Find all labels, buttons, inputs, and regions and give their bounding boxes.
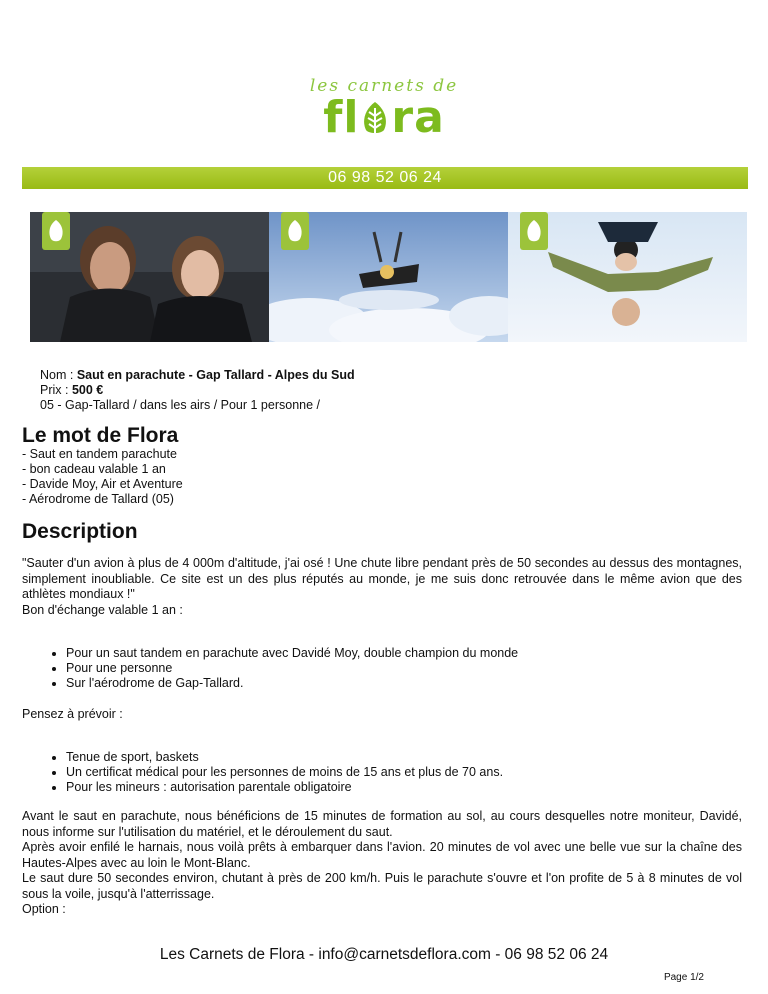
product-info [40,368,355,413]
leaf-tag-icon [520,212,548,250]
photo-freefall [508,212,747,342]
paragraph: Après avoir enfilé le harnais, nous voilà prêts à embarquer dans l'avion. 20 minutes de vol avec une belle vue sur la chaîne des Hautes-Alpes avec au loin le Mont-Blanc. [22,840,742,870]
description-heading: Description [22,520,138,543]
leaf-icon [360,100,390,144]
list-item: • Un certificat médical pour les personnes de moins de 15 ans et plus de 70 ans. [66,765,503,780]
product-name-line: Nom : Saut en parachute - Gap Tallard - Alpes du Sud [40,368,355,382]
mot-heading: Le mot de Flora [22,424,179,447]
bon-echange: Bon d'échange valable 1 an : [22,603,183,617]
prevoir-label: Pensez à prévoir : [22,707,123,721]
product-price: 500 € [71,383,104,397]
product-name: Saut en parachute - Gap Tallard - Alpes du Sud [76,368,355,382]
logo-tagline: les carnets de [309,76,459,96]
leaf-tag-icon [42,212,70,250]
paragraph: Option : [22,902,66,916]
list-item: • Pour un saut tandem en parachute avec Davidé Moy, double champion du monde [66,646,518,661]
list-item: • Pour les mineurs : autorisation parentale obligatoire [66,780,503,795]
list-item: - Aérodrome de Tallard (05) [22,492,174,506]
paragraph: Avant le saut en parachute, nous bénéficions de 15 minutes de formation au sol, au cours desquelles notre moniteur, Davidé, nous informe sur l'utilisation du matériel, et le déroulement du saut. [22,809,742,839]
list-item: • Sur l'aérodrome de Gap-Tallard. [66,676,518,691]
description-quote: "Sauter d'un avion à plus de 4 000m d'altitude, j'ai osé ! Une chute libre pendant près de 50 secondes au dessus des montagnes, simplement inoubliable. Ce site est un des plus réputés au monde, je me suis donc retrouvée dans le même avion que des athlètes mondiaux !" [22,556,742,601]
photo-people [30,212,269,342]
description-body [22,809,742,918]
logo [0,76,768,144]
phone-banner: 06 98 52 06 24 [22,167,748,189]
logo-text-right: ra [391,92,445,143]
page-number: Page 1/2 [663,972,704,983]
product-price-line: Prix : 500 € [40,383,104,397]
paragraph: Le saut dure 50 secondes environ, chutant à près de 200 km/h. Puis le parachute s'ouvre et l'on profite de 5 à 8 minutes de vol sous la voile, jusqu'à l'atterrissage. [22,871,742,901]
photo-tandem-jump [269,212,508,342]
bullet-list-prevoir [22,750,503,795]
footer: Les Carnets de Flora - info@carnetsdeflora.com - 06 98 52 06 24 [159,946,609,963]
list-item: - bon cadeau valable 1 an [22,462,166,476]
product-categories: 05 - Gap-Tallard / dans les airs / Pour 1 personne / [40,398,321,412]
logo-wordmark [0,92,768,144]
leaf-tag-icon [281,212,309,250]
list-item: • Pour une personne [66,661,518,676]
mot-list [22,447,183,507]
logo-text-left: fl [323,92,360,143]
list-item: • Tenue de sport, baskets [66,750,503,765]
bullet-list-offer [22,646,518,691]
list-item: - Saut en tandem parachute [22,447,177,461]
list-item: - Davide Moy, Air et Aventure [22,477,183,491]
